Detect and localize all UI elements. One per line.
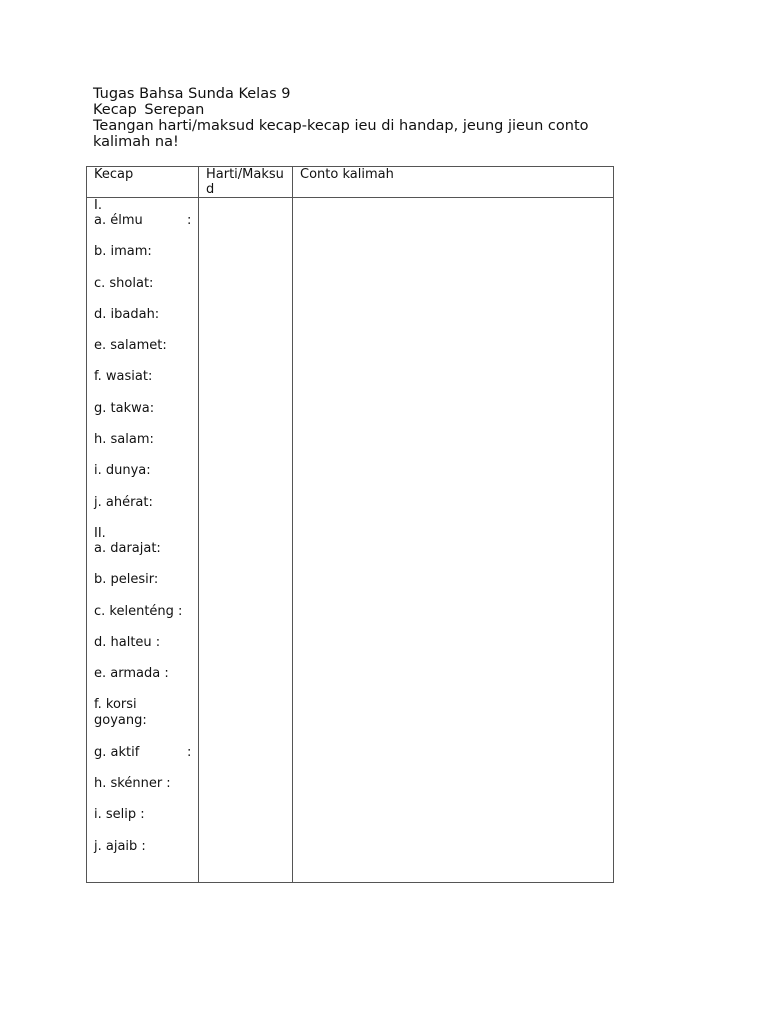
word-item <box>94 213 196 229</box>
word-item: b. imam: <box>94 244 152 260</box>
column-header-conto: Conto kalimah <box>300 167 394 182</box>
word-item: h. salam: <box>94 432 154 448</box>
word-list <box>94 198 196 870</box>
word-item: d. ibadah: <box>94 306 160 322</box>
word-item: i. selip : <box>94 807 145 823</box>
word-item: c. sholat: <box>94 275 154 291</box>
word-text: g. aktif <box>94 744 140 760</box>
column-divider-1 <box>198 167 199 882</box>
section-label-i: I. <box>94 198 102 213</box>
column-header-harti: Harti/Maksud <box>206 167 284 197</box>
worksheet-table <box>86 166 614 883</box>
assignment-title: Tugas Bahsa Sunda Kelas 9 <box>93 86 291 102</box>
word-item: c. kelenténg : <box>94 603 183 619</box>
word-item: i. dunya: <box>94 463 151 479</box>
worksheet-heading <box>93 86 693 150</box>
column-divider-2 <box>292 167 293 882</box>
word-item: f. korsi goyang: <box>94 697 147 729</box>
word-item: j. ahérat: <box>94 494 153 510</box>
word-text: a. élmu <box>94 213 143 228</box>
word-colon: : <box>187 744 192 760</box>
section-label-ii: II. <box>94 525 106 541</box>
word-item: b. pelesir: <box>94 572 159 588</box>
instruction-line-1: Teangan harti/maksud kecap-kecap ieu di handap, jeung jieun conto <box>93 118 589 134</box>
word-item: a. darajat: <box>94 540 161 556</box>
word-item: g. takwa: <box>94 400 155 416</box>
word-item: d. halteu : <box>94 634 161 650</box>
instruction-line-2: kalimah na! <box>93 134 179 150</box>
word-colon: : <box>187 213 192 228</box>
word-item <box>94 745 196 761</box>
word-item: j. ajaib : <box>94 838 146 854</box>
word-item: f. wasiat: <box>94 369 153 385</box>
column-header-kecap: Kecap <box>94 167 134 182</box>
word-item: h. skénner : <box>94 776 171 792</box>
word-item: e. armada : <box>94 666 169 682</box>
assignment-subtitle: Kecap Serepan <box>93 102 205 118</box>
word-item: e. salamet: <box>94 338 167 354</box>
